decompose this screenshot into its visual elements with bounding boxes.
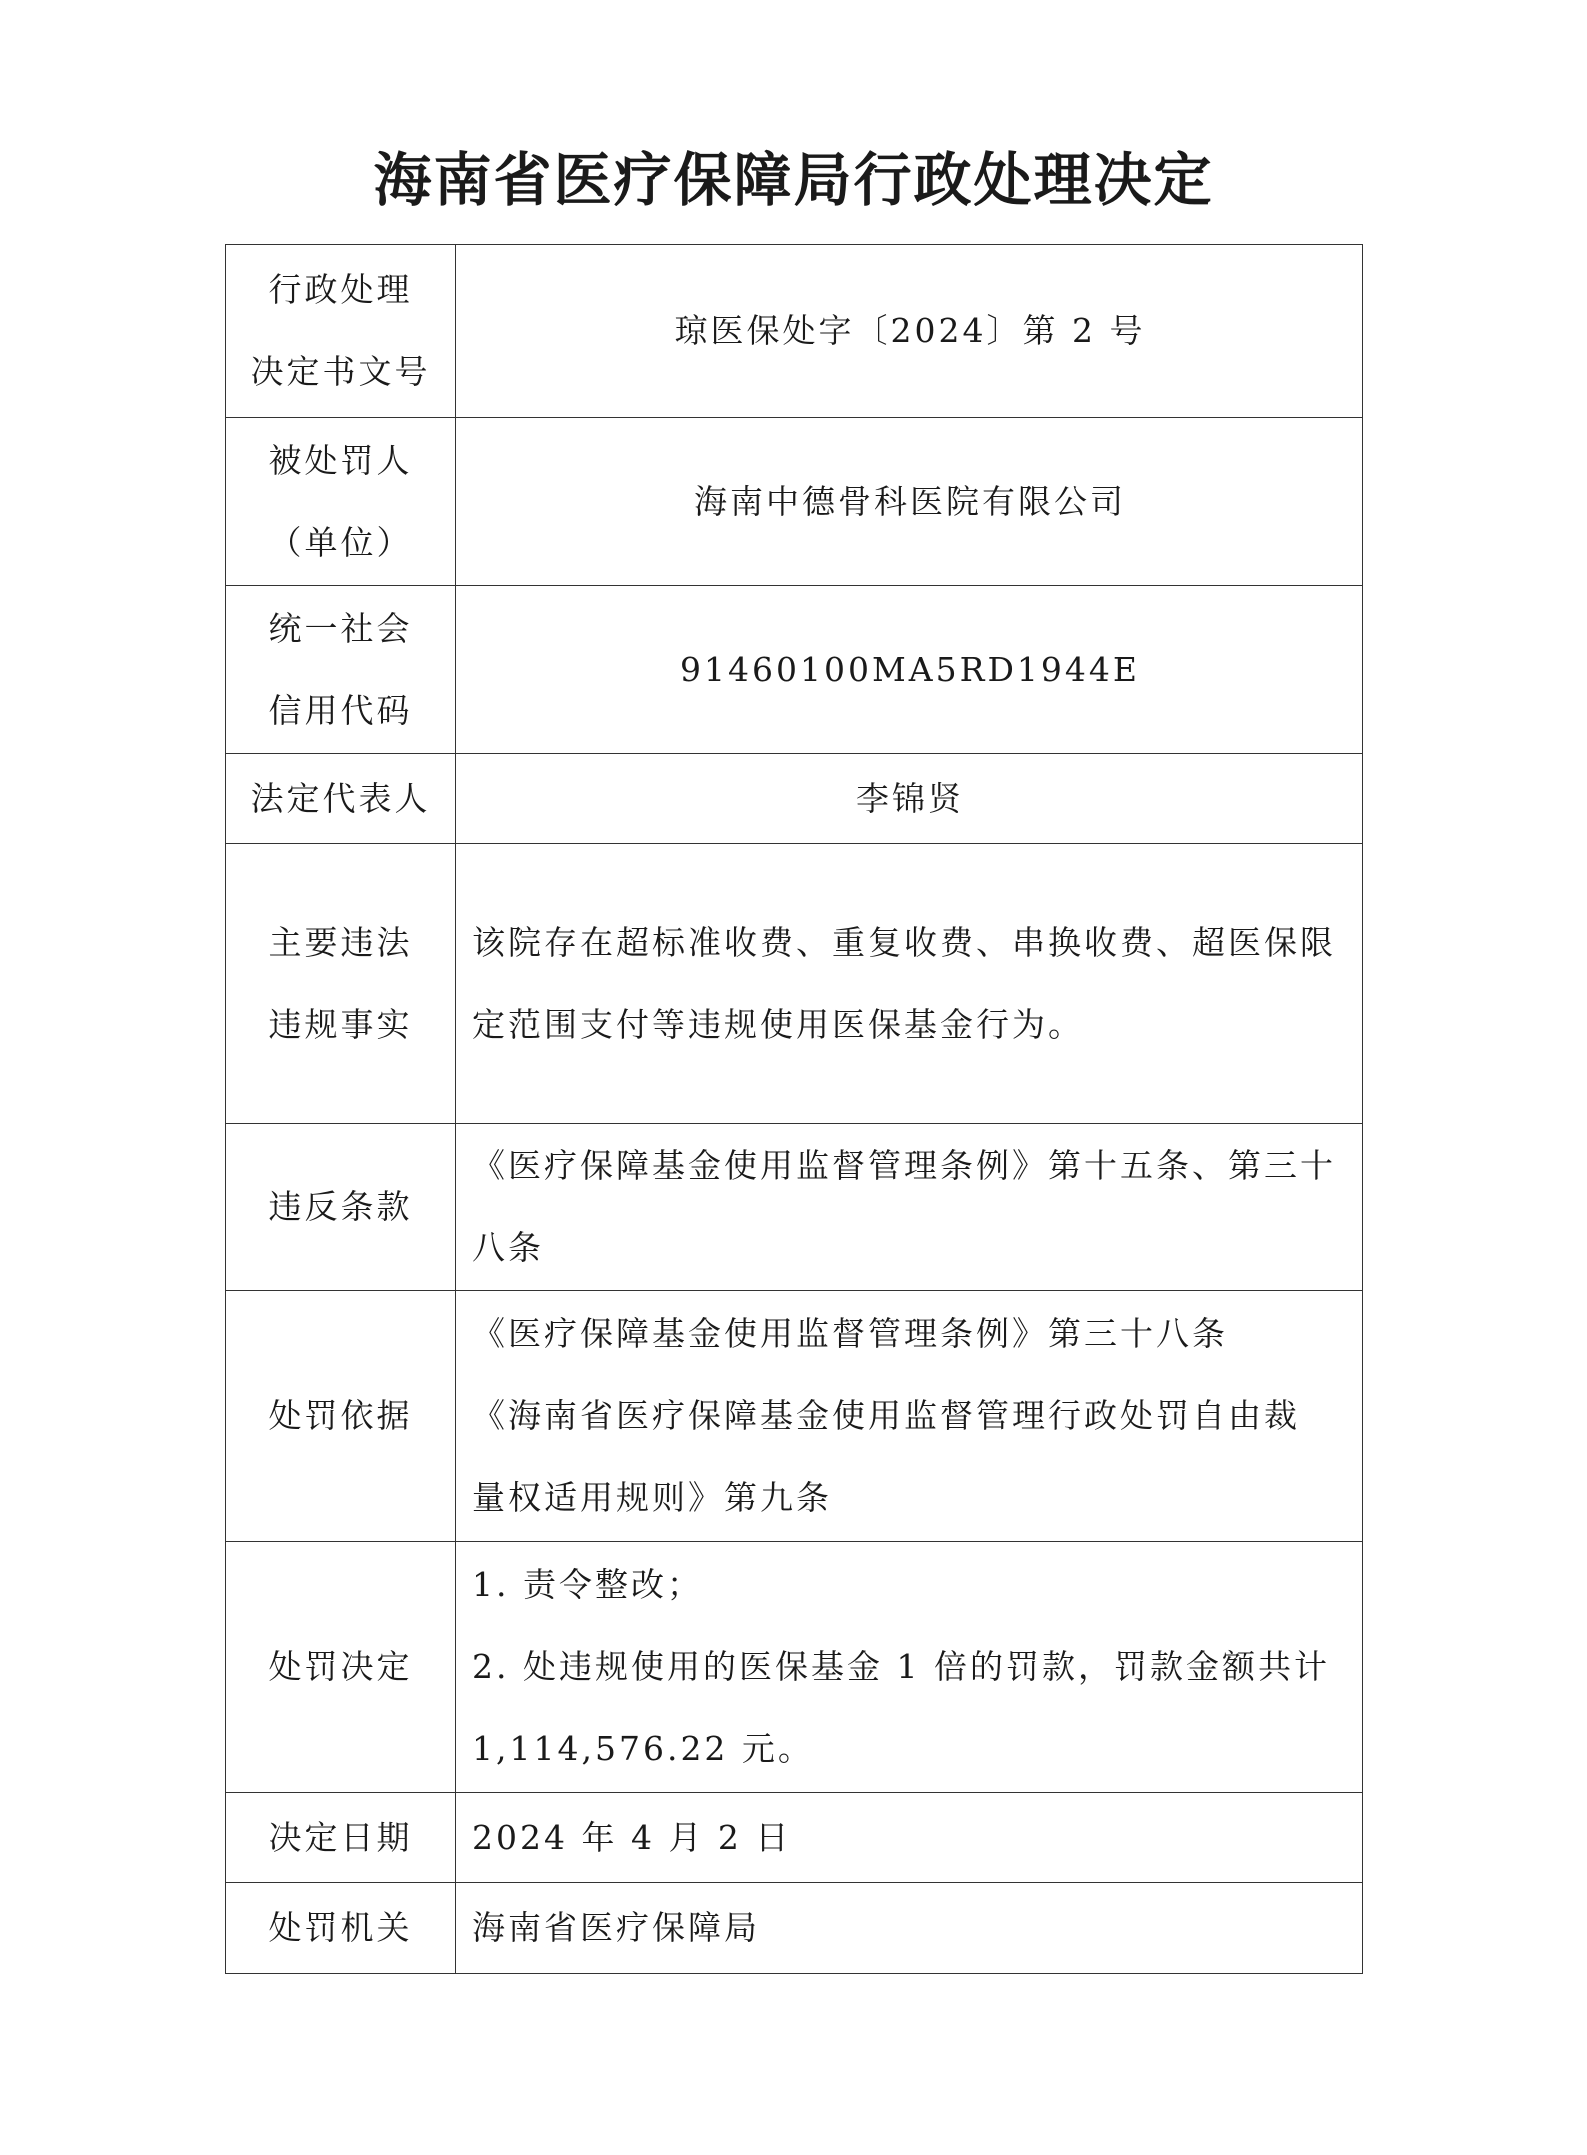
value-penalty-basis — [456, 1291, 1363, 1542]
value-line: 《海南省医疗保障基金使用监督管理行政处罚自由裁 — [472, 1396, 1300, 1435]
value-line: 1. 责令整改； — [472, 1565, 703, 1604]
document-title: 海南省医疗保障局行政处理决定 — [373, 146, 1214, 214]
value-decision-date: 2024 年 4 月 2 日 — [456, 1793, 1363, 1883]
label-credit-code — [226, 586, 456, 754]
label-line: （单位） — [268, 522, 413, 562]
label-line: 决定书文号 — [250, 352, 431, 391]
label-line: 统一社会 — [268, 608, 413, 648]
value-line: 《医疗保障基金使用监督管理条例》第三十八条 — [472, 1314, 1228, 1353]
label-penalty-basis: 处罚依据 — [226, 1291, 456, 1542]
value-penalized-party: 海南中德骨科医院有限公司 — [456, 418, 1363, 586]
label-penalized-party — [226, 418, 456, 586]
table-row-penalty-authority — [226, 1883, 1363, 1974]
label-violation-facts — [226, 844, 456, 1124]
table-row-penalty-basis — [226, 1291, 1363, 1542]
label-violated-provisions: 违反条款 — [226, 1124, 456, 1291]
value-line: 2. 处违规使用的医保基金 1 倍的罚款，罚款金额共计 — [472, 1647, 1330, 1686]
label-penalty-authority: 处罚机关 — [226, 1883, 456, 1974]
value-line: 《医疗保障基金使用监督管理条例》第十五条、第三十 — [472, 1146, 1336, 1185]
label-line: 被处罚人 — [268, 440, 413, 480]
label-decision-date: 决定日期 — [226, 1793, 456, 1883]
table-row-credit-code — [226, 586, 1363, 754]
value-doc-number: 琼医保处字〔2024〕第 2 号 — [456, 245, 1363, 418]
table-row-penalty-decision — [226, 1542, 1363, 1793]
value-line: 八条 — [472, 1228, 544, 1267]
value-line: 定范围支付等违规使用医保基金行为。 — [472, 1004, 1084, 1044]
value-penalty-decision — [456, 1542, 1363, 1793]
label-line: 违规事实 — [268, 1004, 413, 1044]
label-penalty-decision: 处罚决定 — [226, 1542, 456, 1793]
value-penalty-authority: 海南省医疗保障局 — [456, 1883, 1363, 1974]
value-line: 量权适用规则》第九条 — [472, 1478, 832, 1517]
value-line: 1,114,576.22 元。 — [472, 1729, 814, 1768]
table-row-doc-number — [226, 245, 1363, 418]
table-row-legal-representative — [226, 754, 1363, 844]
value-violation-facts — [456, 844, 1363, 1124]
value-credit-code: 91460100MA5RD1944E — [456, 586, 1363, 754]
value-line: 该院存在超标准收费、重复收费、串换收费、超医保限 — [472, 922, 1336, 962]
table-row-violated-provisions — [226, 1124, 1363, 1291]
table-row-violation-facts — [226, 844, 1363, 1124]
label-line: 信用代码 — [268, 690, 413, 730]
table-row-penalized-party — [226, 418, 1363, 586]
value-legal-representative: 李锦贤 — [456, 754, 1363, 844]
table-row-decision-date — [226, 1793, 1363, 1883]
decision-table — [225, 244, 1363, 1974]
label-legal-representative: 法定代表人 — [226, 754, 456, 844]
label-line: 主要违法 — [268, 922, 413, 962]
label-doc-number — [226, 245, 456, 418]
label-line: 行政处理 — [268, 270, 413, 309]
value-violated-provisions — [456, 1124, 1363, 1291]
